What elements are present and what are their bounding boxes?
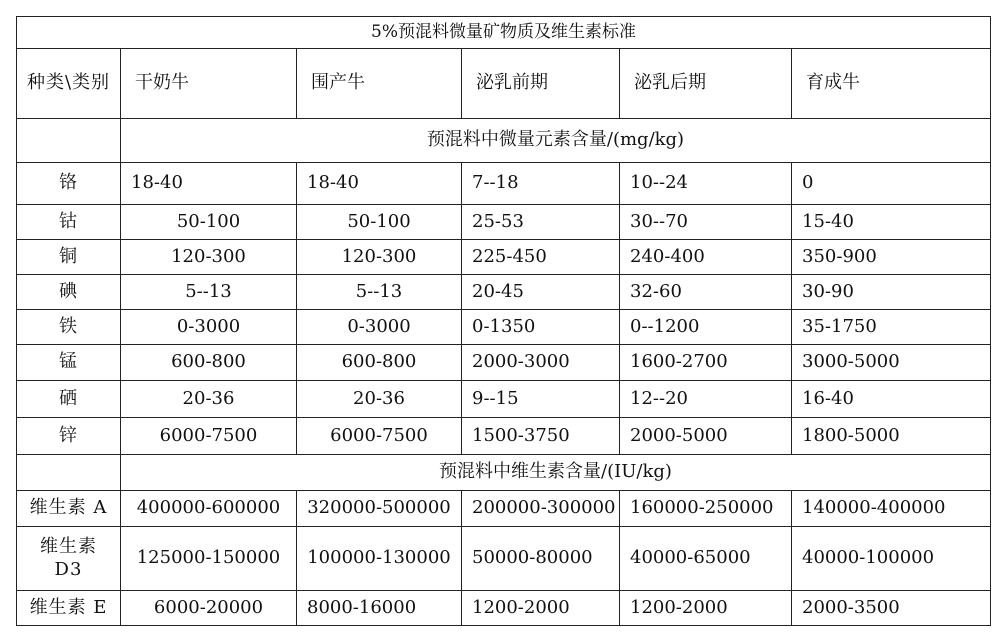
table-cell: 9--15 <box>462 381 620 418</box>
column-header: 围产牛 <box>297 49 462 119</box>
section-row-minerals <box>17 119 991 163</box>
table-cell: 5--13 <box>297 275 462 310</box>
table-cell: 1800-5000 <box>792 418 991 455</box>
row-label: 碘 <box>17 275 121 310</box>
row-label: 铁 <box>17 310 121 345</box>
empty-cell <box>17 119 121 163</box>
table-cell: 320000-500000 <box>297 491 462 527</box>
table-cell: 6000-20000 <box>121 591 297 626</box>
table-cell: 40000-100000 <box>792 527 991 591</box>
table-cell: 160000-250000 <box>620 491 792 527</box>
table-cell: 2000-3000 <box>462 345 620 381</box>
table-cell: 0-1350 <box>462 310 620 345</box>
table-row <box>17 527 991 591</box>
table-cell: 225-450 <box>462 240 620 275</box>
table-cell: 12--20 <box>620 381 792 418</box>
table-cell: 0 <box>792 163 991 205</box>
section-row-vitamins <box>17 455 991 491</box>
table-cell: 0--1200 <box>620 310 792 345</box>
row-label: 维生素 A <box>17 491 121 527</box>
row-label: 维生素 E <box>17 591 121 626</box>
mineral-vitamin-standard-table <box>16 16 991 626</box>
table-cell: 1200-2000 <box>462 591 620 626</box>
column-header: 育成牛 <box>792 49 991 119</box>
table-cell: 600-800 <box>121 345 297 381</box>
table-row <box>17 491 991 527</box>
table-cell: 50-100 <box>297 205 462 240</box>
row-label: 硒 <box>17 381 121 418</box>
table-row <box>17 275 991 310</box>
column-header: 干奶牛 <box>121 49 297 119</box>
table-cell: 1600-2700 <box>620 345 792 381</box>
row-label: 锌 <box>17 418 121 455</box>
table-title: 5%预混料微量矿物质及维生素标准 <box>17 17 991 49</box>
table-cell: 2000-5000 <box>620 418 792 455</box>
table-cell: 0-3000 <box>297 310 462 345</box>
table-cell: 600-800 <box>297 345 462 381</box>
table-cell: 350-900 <box>792 240 991 275</box>
table-cell: 125000-150000 <box>121 527 297 591</box>
row-label: 铬 <box>17 163 121 205</box>
table-row <box>17 591 991 626</box>
table-cell: 120-300 <box>121 240 297 275</box>
table-cell: 140000-400000 <box>792 491 991 527</box>
table-cell: 16-40 <box>792 381 991 418</box>
table-cell: 6000-7500 <box>297 418 462 455</box>
table-cell: 40000-65000 <box>620 527 792 591</box>
table-cell: 200000-300000 <box>462 491 620 527</box>
table-cell: 20-36 <box>297 381 462 418</box>
row-label: 锰 <box>17 345 121 381</box>
table-cell: 30-90 <box>792 275 991 310</box>
table-cell: 20-36 <box>121 381 297 418</box>
table-cell: 1500-3750 <box>462 418 620 455</box>
table-cell: 1200-2000 <box>620 591 792 626</box>
table-cell: 6000-7500 <box>121 418 297 455</box>
table-cell: 18-40 <box>297 163 462 205</box>
table-cell: 20-45 <box>462 275 620 310</box>
empty-cell <box>17 455 121 491</box>
table-row <box>17 240 991 275</box>
section-title-minerals: 预混料中微量元素含量/(mg/kg) <box>121 119 991 163</box>
row-label: 铜 <box>17 240 121 275</box>
table-cell: 7--18 <box>462 163 620 205</box>
table-cell: 35-1750 <box>792 310 991 345</box>
table-cell: 15-40 <box>792 205 991 240</box>
corner-header: 种类\类别 <box>17 49 121 119</box>
table-row <box>17 163 991 205</box>
table-cell: 8000-16000 <box>297 591 462 626</box>
table-row <box>17 205 991 240</box>
section-title-vitamins: 预混料中维生素含量/(IU/kg) <box>121 455 991 491</box>
table-cell: 5--13 <box>121 275 297 310</box>
title-row <box>17 17 991 49</box>
table-cell: 32-60 <box>620 275 792 310</box>
table-cell: 0-3000 <box>121 310 297 345</box>
table-row <box>17 310 991 345</box>
table-cell: 100000-130000 <box>297 527 462 591</box>
table-cell: 3000-5000 <box>792 345 991 381</box>
table-cell: 18-40 <box>121 163 297 205</box>
row-label: 钴 <box>17 205 121 240</box>
table-cell: 50000-80000 <box>462 527 620 591</box>
column-header: 泌乳后期 <box>620 49 792 119</box>
table-row <box>17 418 991 455</box>
table-cell: 30--70 <box>620 205 792 240</box>
table-row <box>17 345 991 381</box>
table-cell: 2000-3500 <box>792 591 991 626</box>
table-cell: 50-100 <box>121 205 297 240</box>
table-cell: 400000-600000 <box>121 491 297 527</box>
table-cell: 25-53 <box>462 205 620 240</box>
table-cell: 240-400 <box>620 240 792 275</box>
table-row <box>17 381 991 418</box>
row-label: 维生素 D3 <box>17 527 121 591</box>
table-cell: 120-300 <box>297 240 462 275</box>
column-header: 泌乳前期 <box>462 49 620 119</box>
header-row <box>17 49 991 119</box>
table-cell: 10--24 <box>620 163 792 205</box>
